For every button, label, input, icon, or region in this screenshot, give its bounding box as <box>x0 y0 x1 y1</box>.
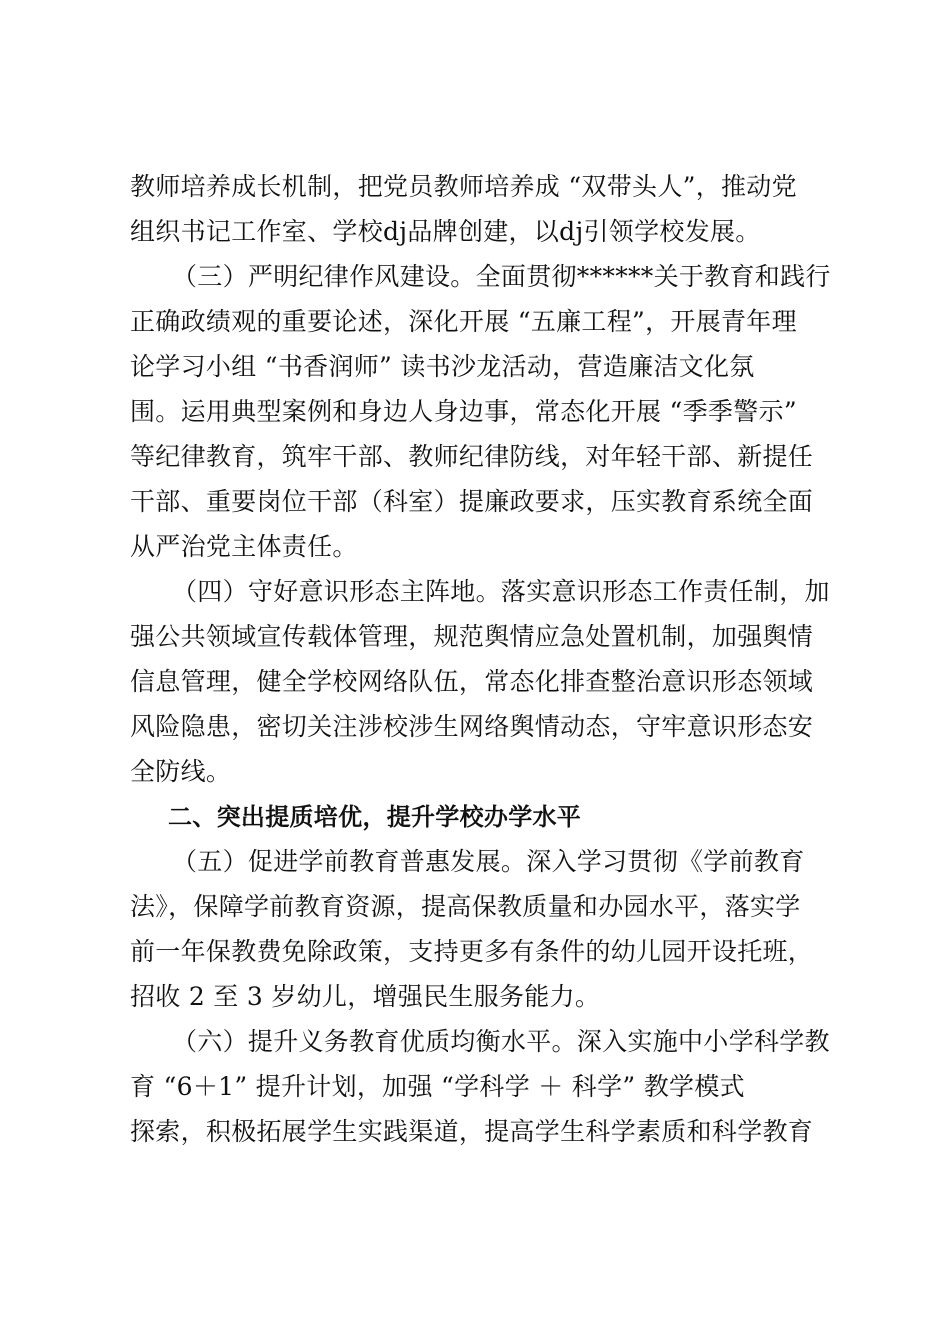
paragraph-line: 教师培养成长机制，把党员教师培养成 “双带头人”，推动党 <box>130 172 797 201</box>
paragraph-line: 探索，积极拓展学生实践渠道，提高学生科学素质和科学教育 <box>130 1117 814 1146</box>
paragraph-line: 招收 2 至 3 岁幼儿，增强民生服务能力。 <box>130 982 601 1011</box>
paragraph-line: 论学习小组 “书香润师” 读书沙龙活动，营造廉洁文化氛 <box>130 352 755 381</box>
paragraph-line: 前一年保教费免除政策，支持更多有条件的幼儿园开设托班， <box>130 937 814 966</box>
paragraph-line: （三）严明纪律作风建设。全面贯彻******关于教育和践行 <box>172 262 831 291</box>
paragraph-line: 正确政绩观的重要论述，深化开展 “五廉工程”，开展青年理 <box>130 307 797 336</box>
paragraph-line: 组织书记工作室、学校dj品牌创建，以dj引领学校发展。 <box>130 217 761 246</box>
paragraph-line: 法》，保障学前教育资源，提高保教质量和办园水平，落实学 <box>130 892 801 921</box>
paragraph-line: 干部、重要岗位干部（科室）提廉政要求，压实教育系统全面 <box>130 487 814 516</box>
paragraph-line: 从严治党主体责任。 <box>130 532 358 561</box>
paragraph-line: 强公共领域宣传载体管理，规范舆情应急处置机制，加强舆情 <box>130 622 814 651</box>
paragraph-line: 全防线。 <box>130 757 232 786</box>
paragraph-line: 育 “6＋1” 提升计划，加强 “学科学 ＋ 科学” 教学模式 <box>130 1072 745 1101</box>
paragraph-line: （四）守好意识形态主阵地。落实意识形态工作责任制，加 <box>172 577 830 606</box>
paragraph-line: 信息管理，健全学校网络队伍，常态化排查整治意识形态领域 <box>130 667 814 696</box>
paragraph-line: 风险隐患，密切关注涉校涉生网络舆情动态，守牢意识形态安 <box>130 712 814 741</box>
paragraph-line: 等纪律教育，筑牢干部、教师纪律防线，对年轻干部、新提任 <box>130 442 814 471</box>
paragraph-line: （六）提升义务教育优质均衡水平。深入实施中小学科学教 <box>172 1027 830 1056</box>
paragraph-line: 围。运用典型案例和身边人身边事，常态化开展 “季季警示” <box>130 397 797 426</box>
section-heading: 二、突出提质培优，提升学校办学水平 <box>168 803 582 831</box>
paragraph-line: （五）促进学前教育普惠发展。深入学习贯彻《学前教育 <box>172 847 805 876</box>
